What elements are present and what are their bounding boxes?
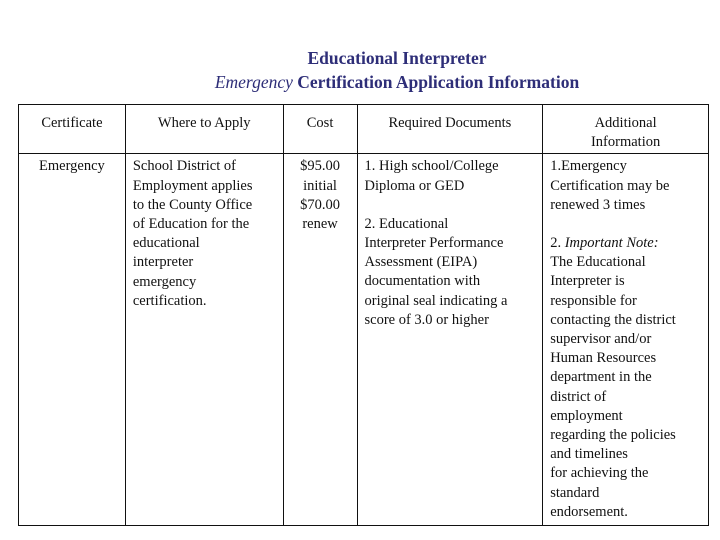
- text-line: 1. High school/College: [364, 158, 499, 175]
- header-cost: Cost: [283, 105, 357, 154]
- title-line-1: Educational Interpreter: [307, 48, 487, 68]
- text-line: Interpreter Performance: [364, 235, 504, 252]
- text-line: educational: [132, 235, 200, 252]
- additional-info-2-heading: [550, 234, 708, 253]
- text-line: regarding the policies: [550, 427, 676, 444]
- text-line: employment: [550, 407, 623, 424]
- required-doc-2: [365, 215, 543, 330]
- text-line: Certification may be: [550, 177, 670, 194]
- text-line: Employment applies: [132, 177, 253, 194]
- text-line: interpreter: [132, 254, 194, 271]
- additional-info-1: [550, 157, 708, 215]
- text-line: and timelines: [550, 446, 628, 463]
- title-line-2: [37, 72, 720, 93]
- text-line: documentation with: [364, 273, 481, 290]
- text-line: district of: [550, 388, 607, 405]
- text-line: responsible for: [550, 292, 637, 309]
- text-line: emergency: [132, 273, 197, 290]
- text-line: Diploma or GED: [364, 177, 465, 194]
- text-line: $70.00: [300, 196, 340, 213]
- text-line: Assessment (EIPA): [364, 254, 478, 271]
- text-line: The Educational: [550, 254, 646, 271]
- text-line: contacting the district: [550, 311, 676, 328]
- header-certificate: Certificate: [19, 105, 126, 154]
- text-line: standard: [550, 484, 600, 501]
- cell-cost: [283, 154, 357, 526]
- text-line: endorsement.: [550, 503, 628, 520]
- text-line: department in the: [550, 369, 652, 386]
- text-line: 2. Educational: [364, 215, 449, 232]
- table-row: [19, 154, 709, 526]
- text-line: renewed 3 times: [550, 196, 646, 213]
- cell-required-documents: [357, 154, 543, 526]
- text-line: School District of: [132, 158, 236, 175]
- title-rest: Certification Application Information: [292, 72, 580, 92]
- required-doc-1: [365, 157, 543, 195]
- header-additional-information: [543, 105, 709, 154]
- text-line: original seal indicating a: [364, 292, 508, 309]
- cell-additional-information: [543, 154, 709, 526]
- text-line: Information: [590, 134, 661, 151]
- text-line: Additional: [594, 115, 657, 131]
- text-line: of Education for the: [132, 216, 250, 233]
- text-line: Human Resources: [550, 350, 657, 367]
- title-emphasis: Emergency: [214, 72, 293, 92]
- additional-info-2: [550, 253, 708, 522]
- text-line: to the County Office: [132, 196, 253, 213]
- note-number: 2.: [550, 235, 565, 252]
- text-line: supervisor and/or: [550, 331, 652, 348]
- text-line: initial: [303, 177, 337, 194]
- header-required-documents: Required Documents: [357, 105, 543, 154]
- header-where-to-apply: Where to Apply: [125, 105, 283, 154]
- text-line: Interpreter is: [550, 273, 625, 290]
- text-line: renew: [302, 216, 338, 233]
- cell-where-to-apply: [125, 154, 283, 526]
- text-line: 1.Emergency: [550, 158, 627, 175]
- important-note-label: Important Note:: [564, 235, 659, 252]
- certification-table: [18, 104, 709, 526]
- header-row: [19, 105, 709, 154]
- text-line: for achieving the: [550, 465, 649, 482]
- text-line: $95.00: [300, 158, 340, 175]
- cell-certificate: Emergency: [19, 154, 126, 526]
- text-line: certification.: [132, 292, 207, 309]
- text-line: score of 3.0 or higher: [364, 311, 489, 328]
